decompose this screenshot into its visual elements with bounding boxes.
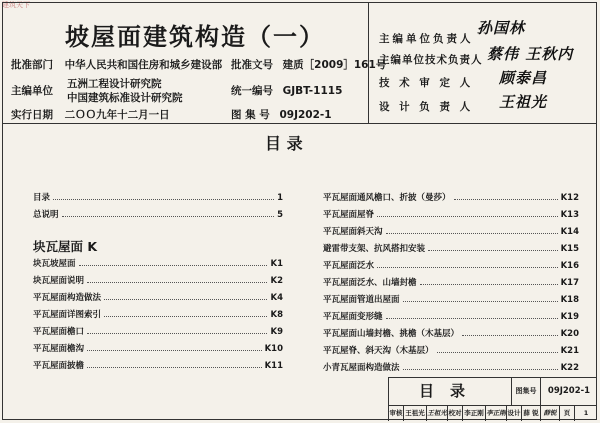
- watermark: 建筑天下: [2, 1, 30, 9]
- toc-entry-title: 平瓦屋面斜天沟: [323, 227, 383, 237]
- toc-entry-page: K4: [270, 293, 283, 303]
- toc-entry-page: K11: [264, 361, 283, 371]
- toc-entry[interactable]: [323, 361, 579, 373]
- toc-entry[interactable]: [33, 191, 283, 203]
- approving-dept-row: [11, 57, 222, 72]
- toc-entry-title: 平瓦屋面变形缝: [323, 312, 383, 322]
- toc-entry-page: K13: [560, 210, 579, 220]
- signature-3: 顾泰昌: [499, 69, 548, 87]
- footer-title-block: [388, 377, 597, 421]
- approving-dept-value: 中华人民共和国住房和城乡建设部: [64, 59, 223, 71]
- toc-entry[interactable]: [33, 325, 283, 337]
- toc-entry[interactable]: [323, 344, 579, 356]
- sig-label-2: 主编单位技术负责人: [379, 54, 483, 66]
- toc-entry-page: K12: [560, 193, 579, 203]
- signature-cell: [369, 3, 596, 123]
- toc-heading: 目 录: [265, 134, 303, 153]
- review-label: 审核: [389, 406, 404, 421]
- toc-entry[interactable]: [33, 208, 283, 220]
- toc-entry-page: K2: [270, 276, 283, 286]
- page-number: 1: [583, 409, 589, 417]
- chief-unit-1: 五洲工程设计研究院: [67, 78, 162, 90]
- atlas-no-row: [231, 107, 332, 122]
- header-block: [3, 3, 596, 124]
- toc-entry[interactable]: [33, 274, 283, 286]
- toc-entry-title: 目录: [33, 193, 51, 203]
- unified-no-row: [231, 83, 342, 98]
- designer-name: 薛 锐: [522, 406, 541, 421]
- toc-entry-title: 平瓦屋脊、斜天沟（木基层）: [323, 346, 434, 356]
- footer-row-title: [389, 378, 597, 406]
- toc-entry-title: 块瓦坡屋面: [33, 259, 76, 269]
- approval-doc-label: 批准文号: [231, 59, 273, 71]
- toc-entry-page: 1: [277, 193, 283, 203]
- signature-4: 王祖光: [499, 93, 548, 111]
- title-cell: [3, 3, 387, 123]
- designer-signature: 薛锐: [541, 406, 560, 421]
- toc-entry-title: 平瓦屋面檐沟: [33, 344, 85, 354]
- approving-dept-label: 批准部门: [11, 59, 53, 71]
- toc-entry[interactable]: [33, 291, 283, 303]
- toc-entry-title: 平瓦屋面详图索引: [33, 310, 102, 320]
- toc-entry[interactable]: [323, 191, 579, 203]
- unified-no-value: GJBT-1115: [282, 85, 343, 97]
- toc-entry-title: 总说明: [33, 210, 59, 220]
- toc-entry-title: 小青瓦屋面构造做法: [323, 363, 400, 373]
- toc-entry[interactable]: [323, 225, 579, 237]
- footer-row-signoff: [389, 406, 597, 421]
- toc-entry-title: 平瓦屋面山墙封檐、挑檐（木基层）: [323, 329, 460, 339]
- toc-entry-page: K9: [270, 327, 283, 337]
- toc-entry[interactable]: [33, 342, 283, 354]
- toc-entry-title: 块瓦屋面说明: [33, 276, 85, 286]
- section-heading: 块瓦屋面 K: [33, 239, 98, 254]
- design-label: 设计: [507, 406, 522, 421]
- page-title: 坡屋面建筑构造（一）: [65, 23, 325, 51]
- toc-entry-title: 平瓦屋面披檐: [33, 361, 85, 371]
- toc-entry-title: 平瓦屋面屋脊: [323, 210, 375, 220]
- toc-entry[interactable]: [323, 293, 579, 305]
- signature-1: 孙国林: [477, 19, 526, 37]
- impl-date-label: 实行日期: [11, 109, 53, 121]
- toc-entry-page: K14: [560, 227, 579, 237]
- toc-entry-title: 避雷带支架、抗风搭扣安装: [323, 244, 426, 254]
- toc-entry-title: 平瓦屋面通风檐口、折披（曼莎）: [323, 193, 451, 203]
- footer-atlas-value: 09J202-1: [547, 386, 591, 396]
- approval-doc-value: 建质［2009］161号: [282, 59, 387, 71]
- reviewer-name: 王祖光: [404, 406, 427, 421]
- toc-entry-page: K21: [560, 346, 579, 356]
- toc-entry-page: K19: [560, 312, 579, 322]
- atlas-no-label: 图 集 号: [231, 109, 270, 121]
- unified-no-label: 统一编号: [231, 85, 273, 97]
- sig-label-1: 主编单位负责人: [379, 33, 474, 45]
- toc-entry[interactable]: [323, 242, 579, 254]
- toc-entry-page: K18: [560, 295, 579, 305]
- toc-entry[interactable]: [33, 308, 283, 320]
- impl-date-value: 二ＯＯ九年十二月一日: [64, 109, 170, 121]
- toc-entry-title: 平瓦屋面檐口: [33, 327, 85, 337]
- toc-entry[interactable]: [323, 310, 579, 322]
- toc-entry-page: K1: [270, 259, 283, 269]
- checker-signature: 李正刚: [486, 406, 507, 421]
- reviewer-signature: 王祖光: [427, 406, 448, 421]
- check-label: 校对: [448, 406, 463, 421]
- page-label: 页: [560, 406, 575, 421]
- toc-entry-page: K16: [560, 261, 579, 271]
- toc-entry[interactable]: [33, 257, 283, 269]
- toc-entry-page: K22: [560, 363, 579, 373]
- checker-name: 李正刚: [463, 406, 486, 421]
- footer-atlas-label: 图集号: [512, 378, 541, 405]
- toc-entry-title: 平瓦屋面构造做法: [33, 293, 102, 303]
- atlas-no-value: 09J202-1: [279, 109, 332, 121]
- toc-entry[interactable]: [323, 327, 579, 339]
- footer-title: 目录: [389, 378, 512, 405]
- toc-entry[interactable]: [33, 359, 283, 371]
- toc-entry-title: 平瓦屋面泛水、山墙封檐: [323, 278, 417, 288]
- toc-entry-title: 平瓦屋面管道出屋面: [323, 295, 400, 305]
- impl-date-row: [11, 107, 170, 122]
- toc-entry-page: K8: [270, 310, 283, 320]
- sig-label-4: 设 计 负 责 人: [379, 101, 474, 113]
- toc-entry[interactable]: [323, 259, 579, 271]
- toc-entry-page: K17: [560, 278, 579, 288]
- signature-2: 蔡伟 王秋内: [487, 45, 574, 63]
- toc-entry-page: 5: [277, 210, 283, 220]
- toc-entry-page: K10: [264, 344, 283, 354]
- chief-unit-2: 中国建筑标准设计研究院: [67, 92, 183, 104]
- chief-unit-label: 主编单位: [11, 85, 53, 97]
- toc-entry-title: 平瓦屋面泛水: [323, 261, 375, 271]
- drawing-sheet: [2, 2, 597, 420]
- toc-entry-page: K15: [560, 244, 579, 254]
- toc-entry-page: K20: [560, 329, 579, 339]
- approval-doc-row: [231, 57, 386, 72]
- sig-label-3: 技 术 审 定 人: [379, 77, 474, 89]
- toc-entry[interactable]: [323, 208, 579, 220]
- toc-entry[interactable]: [323, 276, 579, 288]
